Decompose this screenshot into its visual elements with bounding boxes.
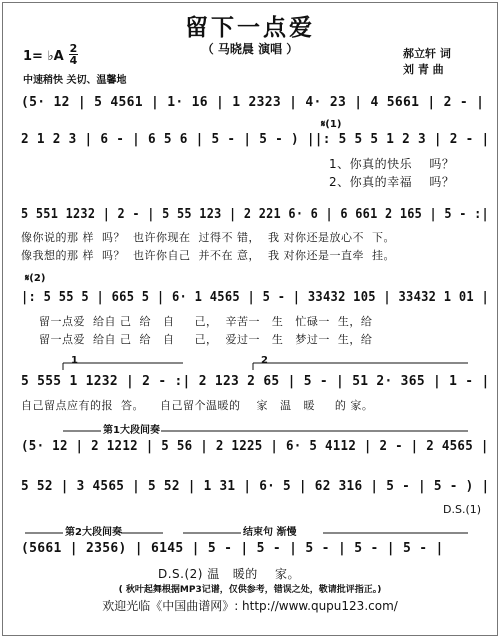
song-title: 留下一点爱 — [185, 15, 315, 41]
key-signature: 1= ♭A — [23, 49, 64, 64]
time-signature-denominator: 4 — [69, 54, 78, 67]
singer-credit: （ 马晓晨 演唱 ） — [201, 42, 299, 56]
lyric-line-2a: 1、你真的快乐 吗？ — [329, 157, 455, 171]
segno-1-marker: 𝄋(1) — [321, 119, 342, 130]
volta-2-label: 2 — [261, 355, 268, 366]
score-page — [2, 2, 498, 636]
score-line-7: 5 52 | 3 4565 | 5 52 | 1 31 | 6· 5 | 62 316 | 5 - | 5 - ) | — [21, 479, 490, 494]
lyric-line-4a: 留一点爱 给自 己 给 自 己， 辛苦一 生 忙碌一 生，给 — [39, 315, 373, 328]
tempo-marking: 中速稍快 关切、温馨地 — [23, 75, 127, 86]
interlude-2-label: 第2大段间奏 — [65, 527, 122, 538]
lyric-line-2b: 2、你真的幸福 吗？ — [329, 175, 455, 189]
transcriber-note: ( 秋叶起舞根据MP3记谱，仅供参考，错误之处，敬请批评指正。) — [118, 585, 382, 595]
composer-credit: 刘 青 曲 — [403, 63, 444, 76]
lyric-line-3b: 像我想的那 样 吗？ 也许你自己 并不在 意， 我 对你还是一直牵 挂。 — [21, 249, 395, 262]
score-line-2: 2 1 2 3 | 6 - | 6 5 6 | 5 - | 5 - ) ||: 5 5 5 1 2 3 | 2 - | — [21, 132, 490, 147]
ending-label: 结束句 渐慢 — [243, 527, 297, 538]
score-line-1: (5· 12 | 5 4561 | 1· 16 | 1 2323 | 4· 23 | 4 5661 | 2 - | — [21, 95, 485, 110]
volta-1-label: 1 — [71, 355, 78, 366]
segno-2-marker: 𝄋(2) — [25, 273, 46, 284]
interlude-1-label: 第1大段间奏 — [103, 425, 160, 436]
score-line-8: (5661 | 2356) | 6145 | 5 - | 5 - | 5 - | 5 - | 5 - | — [21, 541, 444, 556]
time-signature — [69, 43, 78, 66]
time-signature-numerator: 2 — [69, 42, 78, 55]
lyric-line-8: D.S.(2) 温 暖的 家。 — [158, 567, 301, 581]
site-welcome-text: 欢迎光临《中国曲谱网》: http://www.qupu123.com/ — [102, 599, 398, 613]
lyric-line-5: 自己留点应有的报 答。 自己留个温暖的 家 温 暖 的 家。 — [21, 399, 374, 412]
lyricist-credit: 郝立轩 词 — [403, 47, 451, 60]
score-line-3: 5 551 1232 | 2 - | 5 55 123 | 2 221 6· 6 | 6 661 2 165 | 5 - :| — [21, 207, 489, 222]
lyric-line-3a: 像你说的那 样 吗？ 也许你现在 过得不 错， 我 对你还是放心不 下。 — [21, 231, 395, 244]
score-line-4: |: 5 55 5 | 665 5 | 6· 1 4565 | 5 - | 33432 105 | 33432 1 01 | — [21, 290, 490, 305]
score-line-6: (5· 12 | 2 1212 | 5 56 | 2 1225 | 6· 5 4112 | 2 - | 2 4565 | — [21, 439, 489, 454]
ds-1-marker: D.S.(1) — [443, 503, 482, 516]
lyric-line-4b: 留一点爱 给自 己 给 自 己， 爱过一 生 梦过一 生，给 — [39, 333, 373, 346]
score-line-5: 5 555 1 1232 | 2 - :| 2 123 2 65 | 5 - | 51 2· 365 | 1 - | — [21, 374, 490, 389]
